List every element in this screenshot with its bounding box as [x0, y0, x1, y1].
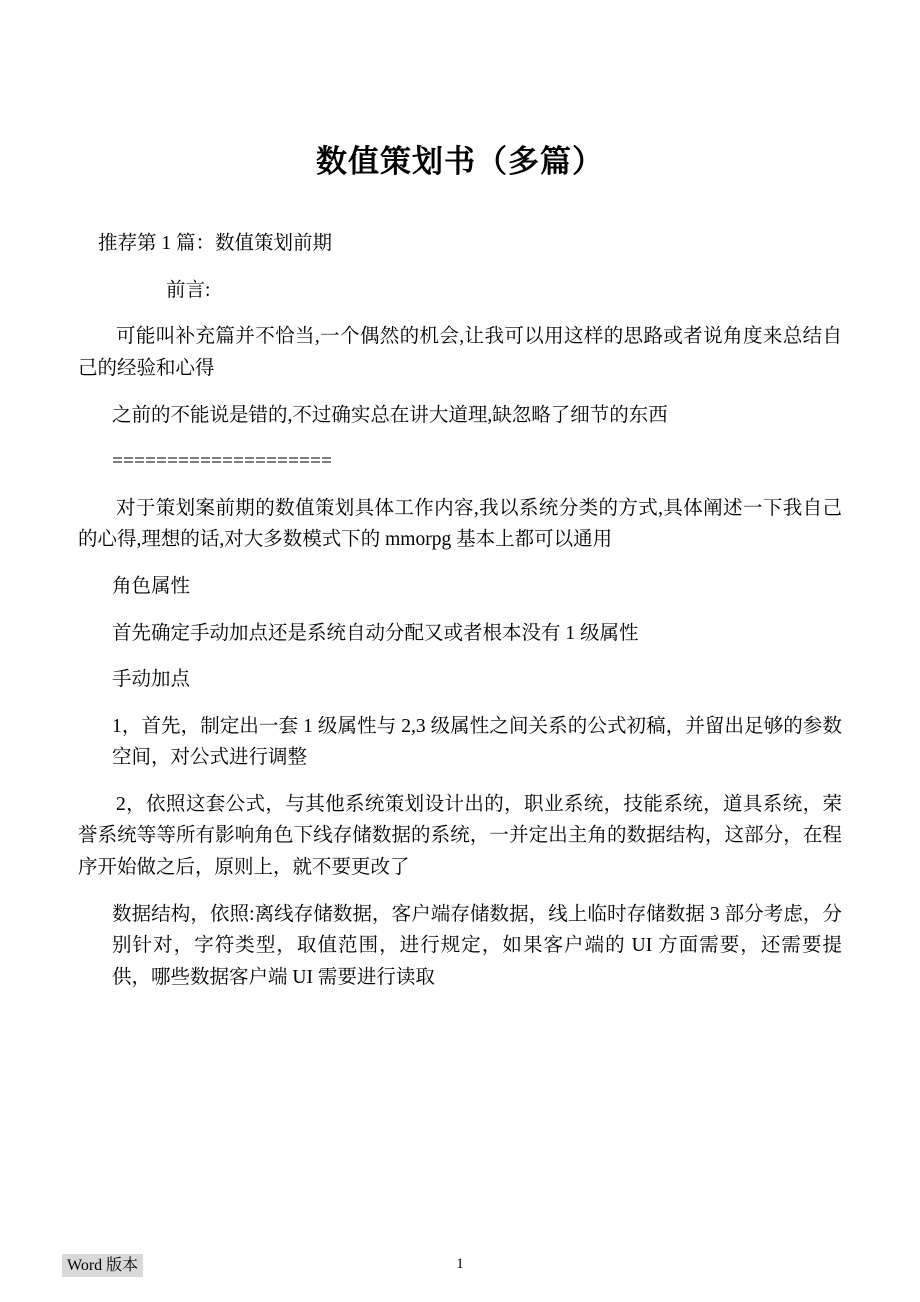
paragraph-recommend-line: 推荐第 1 篇：数值策划前期 — [98, 233, 333, 255]
footer-watermark: Word 版本 — [62, 1254, 143, 1277]
paragraph-preface-heading: 前言: — [166, 279, 211, 301]
page-title: 数值策划书（多篇） — [316, 144, 604, 179]
paragraph-data-structure: 数据结构，依照:离线存储数据，客户端存储数据，线上临时存储数据 3 部分考虑，分别针对，字符类型，取值范围，进行规定，如果客户端的 UI 方面需要，还需要提供，哪些数据客户端 UI 需要进行读取 — [112, 903, 842, 988]
paragraph-divider-equals: ==================== — [112, 451, 332, 473]
footer-page-number: 1 — [456, 1256, 464, 1272]
paragraph-step-2: 2，依照这套公式，与其他系统策划设计出的，职业系统，技能系统，道具系统，荣誉系统等等所有影响角色下线存储数据的系统，一并定出主角的数据结构，这部分，在程序开始做之后，原则上，就不要更改了 — [78, 793, 842, 878]
document-body — [0, 228, 920, 993]
page-footer — [0, 1254, 920, 1280]
paragraph-section-role-attributes: 角色属性 — [112, 575, 191, 597]
paragraph-attribute-allocation: 首先确定手动加点还是系统自动分配又或者根本没有 1 级属性 — [112, 622, 639, 644]
paragraph-scope: 对于策划案前期的数值策划具体工作内容,我以系统分类的方式,具体阐述一下我自己的心得,理想的话,对大多数模式下的 mmorpg 基本上都可以通用 — [78, 497, 842, 551]
paragraph-preface-body: 可能叫补充篇并不恰当,一个偶然的机会,让我可以用这样的思路或者说角度来总结自己的经验和心得 — [78, 326, 842, 380]
paragraph-step-1: 1，首先，制定出一套 1 级属性与 2,3 级属性之间关系的公式初稿，并留出足够的参数空间，对公式进行调整 — [112, 715, 842, 769]
paragraph-previous-note: 之前的不能说是错的,不过确实总在讲大道理,缺忽略了细节的东西 — [112, 404, 668, 426]
paragraph-manual-allocation: 手动加点 — [112, 669, 191, 691]
